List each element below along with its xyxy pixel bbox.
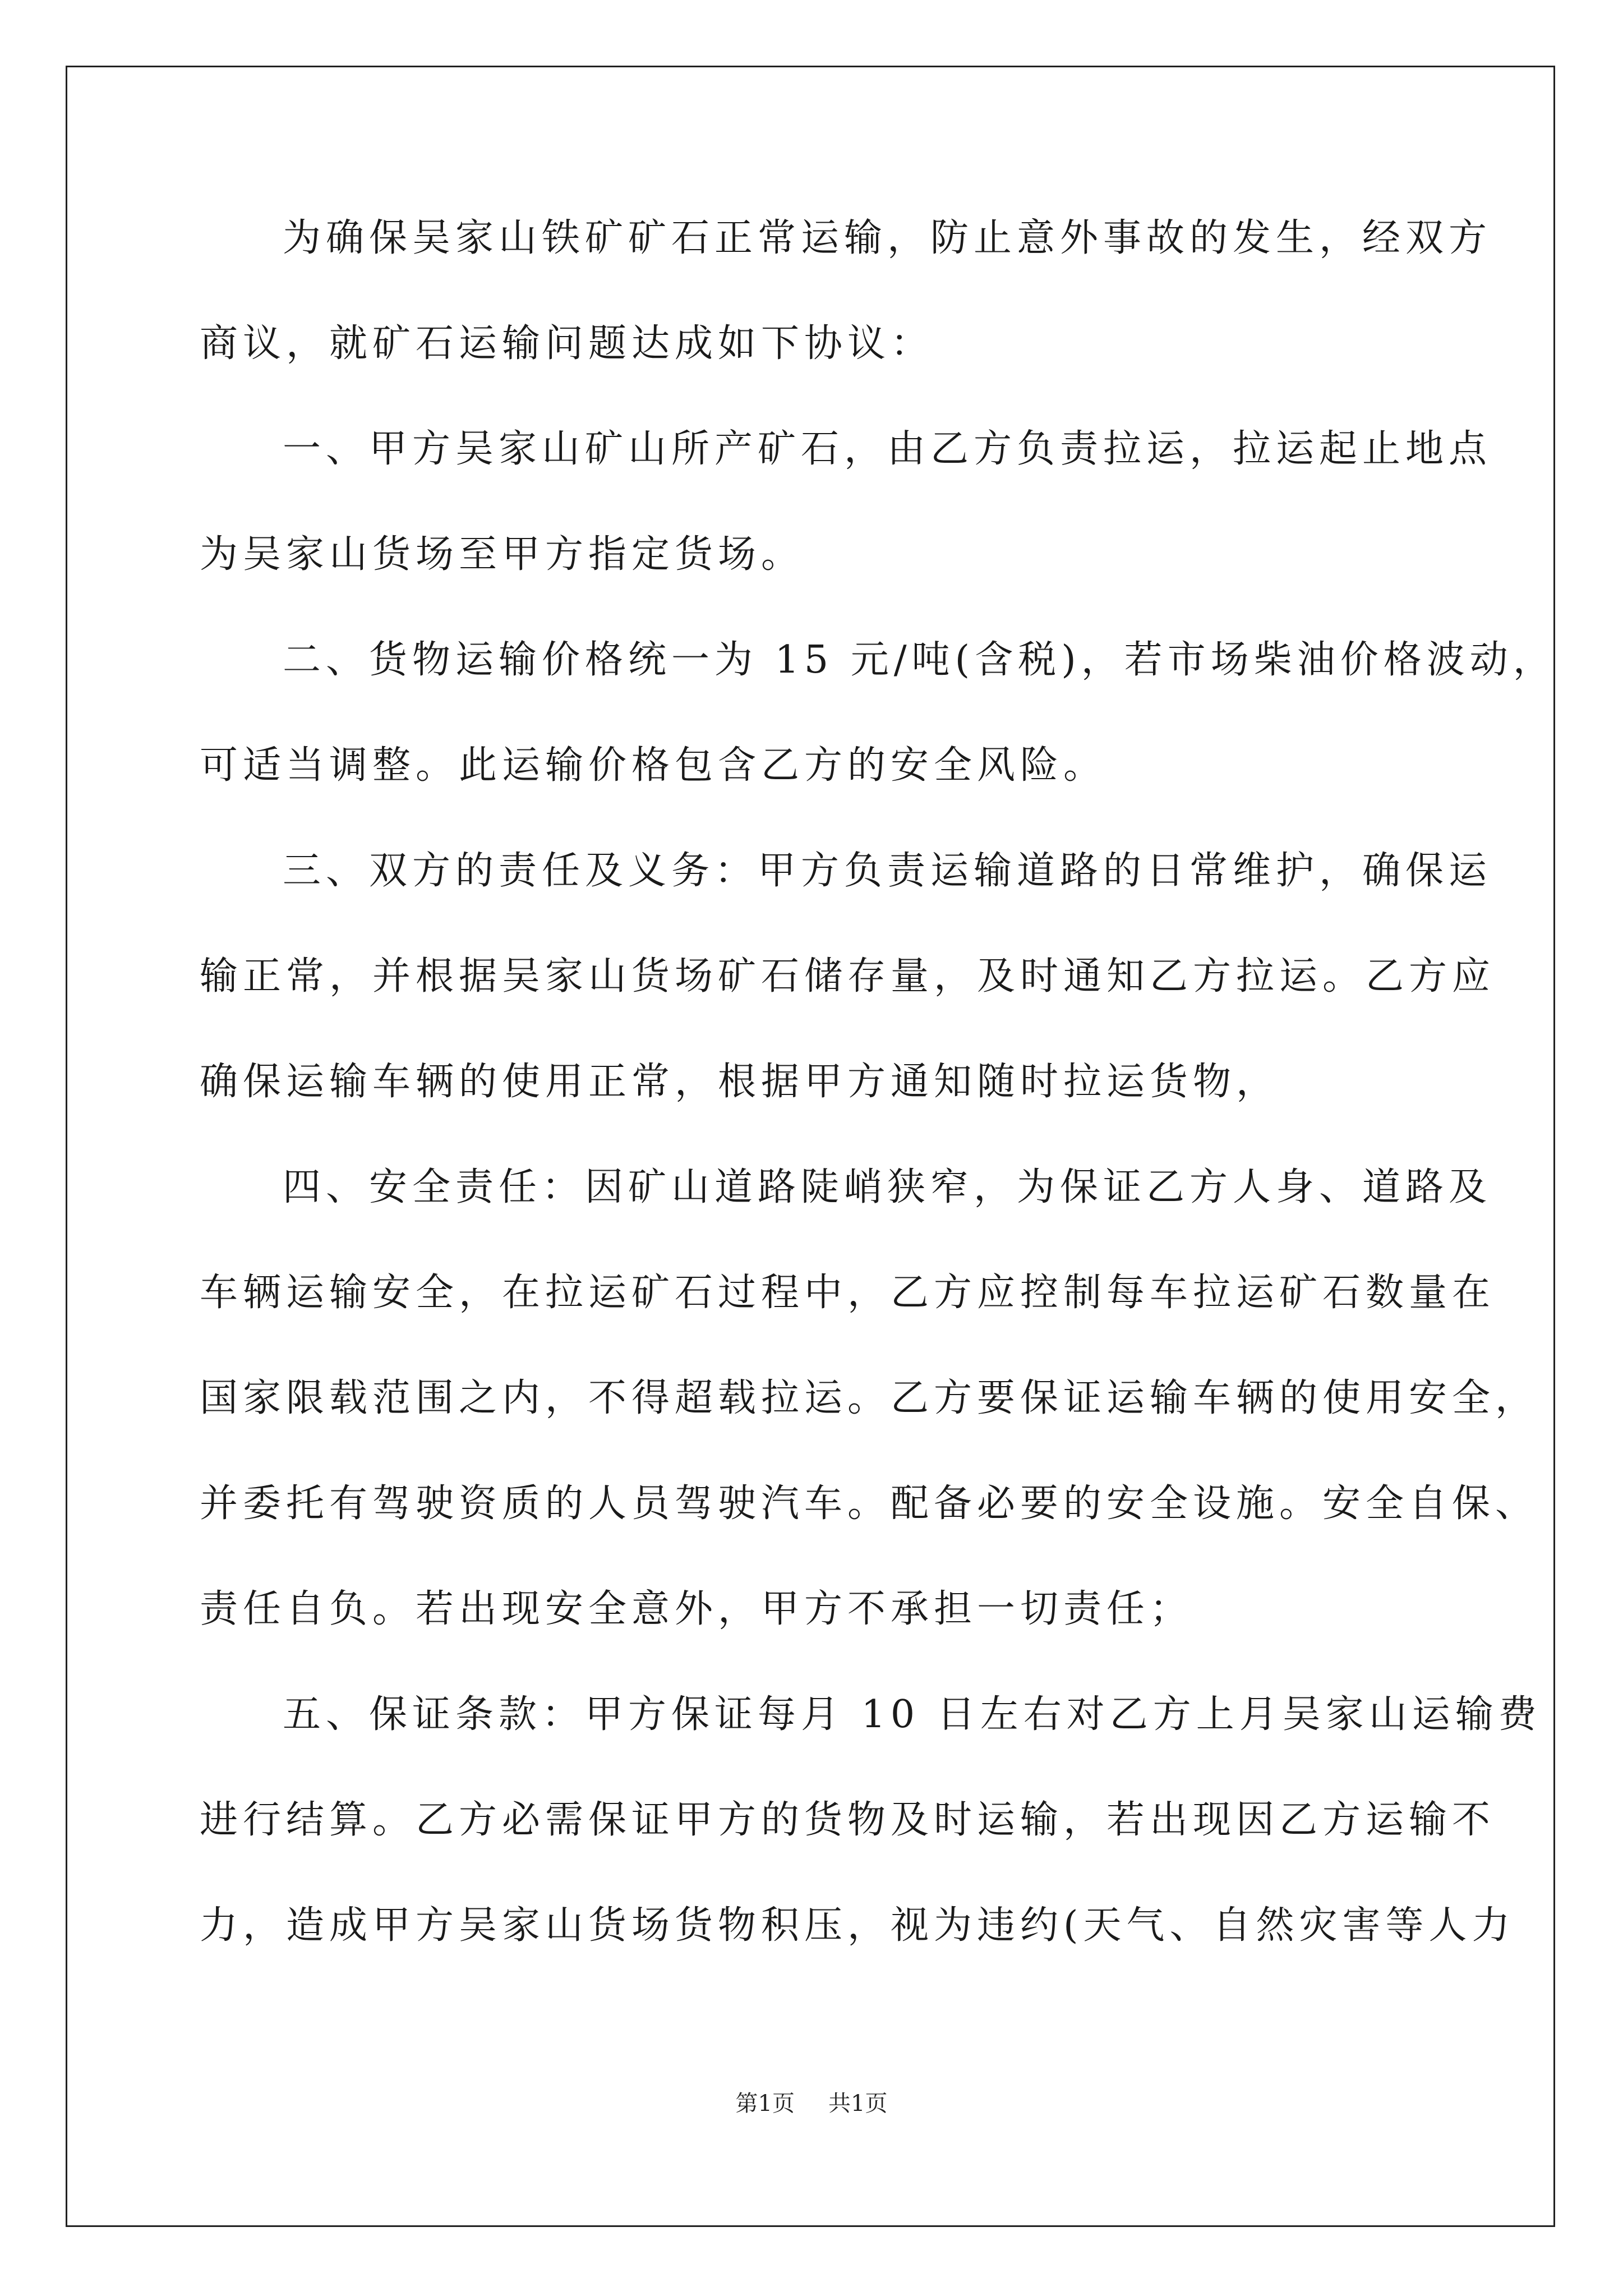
paragraph-intro-line-2: 商议，就矿石运输问题达成如下协议： [200, 321, 934, 366]
clause-4-line-1: 四、安全责任：因矿山道路陡峭狭窄，为保证乙方人身、道路及 [283, 1165, 1492, 1209]
clause-1-line-1: 一、甲方吴家山矿山所产矿石，由乙方负责拉运，拉运起止地点 [283, 427, 1492, 471]
clause-1-line-2: 为吴家山货场至甲方指定货场。 [200, 532, 805, 577]
clause-4-line-5: 责任自负。若出现安全意外，甲方不承担一切责任； [200, 1587, 1193, 1631]
clause-3-line-2: 输正常，并根据吴家山货场矿石储存量，及时通知乙方拉运。乙方应 [200, 954, 1496, 999]
document-body [200, 208, 1556, 2000]
clause-5-line-3: 力，造成甲方吴家山货场货物积压，视为违约(天气、自然灾害等人力 [200, 1903, 1515, 1948]
paragraph-intro-line-1: 为确保吴家山铁矿矿石正常运输，防止意外事故的发生，经双方 [283, 216, 1492, 260]
clause-2-line-2: 可适当调整。此运输价格包含乙方的安全风险。 [200, 743, 1107, 788]
page-number-current: 第1页 [735, 2091, 795, 2116]
clause-4-line-3: 国家限载范围之内，不得超载拉运。乙方要保证运输车辆的使用安全， [200, 1376, 1539, 1420]
clause-4-line-4: 并委托有驾驶资质的人员驾驶汽车。配备必要的安全设施。安全自保、 [200, 1481, 1539, 1526]
clause-3-line-3: 确保运输车辆的使用正常，根据甲方通知随时拉运货物， [200, 1060, 1280, 1104]
clause-4-line-2: 车辆运输安全，在拉运矿石过程中，乙方应控制每车拉运矿石数量在 [200, 1271, 1496, 1315]
clause-5-line-2: 进行结算。乙方必需保证甲方的货物及时运输，若出现因乙方运输不 [200, 1798, 1496, 1842]
clause-5-line-1: 五、保证条款：甲方保证每月 10 日左右对乙方上月吴家山运输费 [283, 1692, 1542, 1737]
page-number-total: 共1页 [828, 2091, 888, 2116]
clause-3-line-1: 三、双方的责任及义务：甲方负责运输道路的日常维护，确保运 [283, 849, 1492, 893]
clause-2-line-1: 二、货物运输价格统一为 15 元/吨(含税)，若市场柴油价格波动， [283, 638, 1556, 682]
page-footer [0, 2090, 1623, 2118]
